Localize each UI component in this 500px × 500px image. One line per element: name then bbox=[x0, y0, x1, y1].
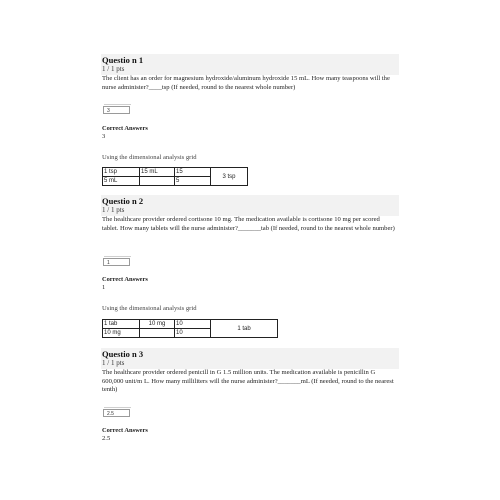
grid-cell: 15 bbox=[175, 168, 211, 177]
question-1-dimensional-grid bbox=[102, 167, 248, 186]
question-2-answer-field[interactable]: 1 bbox=[103, 258, 130, 266]
question-3-correct-label: Correct Answers bbox=[102, 427, 148, 434]
grid-cell: 1 tab bbox=[103, 320, 140, 329]
question-2-text: The healthcare provider ordered cortisone 10 mg. The medication available is cortisone 10 mg per scored tablet. How many tablets will the nurse administer?_______tab (If needed, round to the nearest whole number) bbox=[102, 216, 395, 232]
question-3-points: 1 / 1 pts bbox=[102, 359, 125, 367]
grid-cell bbox=[140, 177, 175, 186]
question-3-correct-value: 2.5 bbox=[102, 435, 111, 442]
question-2 bbox=[101, 195, 399, 233]
question-2-grid-caption: Using the dimensional analysis grid bbox=[102, 305, 197, 312]
question-3-header bbox=[101, 348, 399, 369]
question-1-text: The client has an order for magnesium hydroxide/aluminum hydroxide 15 mL. How many teaspoons will the nurse administer?____tsp (If needed, round to the nearest whole number) bbox=[102, 75, 390, 91]
question-2-correct-label: Correct Answers bbox=[102, 276, 148, 283]
grid-cell: 10 mg bbox=[140, 320, 175, 329]
grid-cell: 5 mL bbox=[103, 177, 140, 186]
question-3-answer-field[interactable]: 2.5 bbox=[103, 409, 130, 417]
question-2-title: Questio n 2 bbox=[102, 196, 144, 206]
question-3-title: Questio n 3 bbox=[102, 349, 144, 359]
grid-cell: 5 bbox=[175, 177, 211, 186]
grid-row bbox=[103, 320, 278, 329]
grid-row bbox=[103, 168, 248, 177]
grid-cell: 10 bbox=[175, 320, 211, 329]
question-1-header bbox=[101, 54, 399, 75]
question-2-dimensional-grid bbox=[102, 319, 278, 338]
question-2-header bbox=[101, 195, 399, 216]
grid-cell: 15 mL bbox=[140, 168, 175, 177]
grid-cell bbox=[140, 329, 175, 338]
grid-cell: 10 bbox=[175, 329, 211, 338]
question-1 bbox=[101, 54, 399, 92]
question-1-grid-caption: Using the dimensional analysis grid bbox=[102, 154, 197, 161]
question-2-correct-value: 1 bbox=[102, 284, 106, 291]
question-1-title: Questio n 1 bbox=[102, 55, 144, 65]
grid-result-cell: 1 tab bbox=[211, 320, 278, 338]
question-3 bbox=[101, 348, 399, 395]
question-2-points: 1 / 1 pts bbox=[102, 206, 125, 214]
question-1-correct-value: 3 bbox=[102, 133, 106, 140]
question-3-text: The healthcare provider ordered penicill in G 1.5 million units. The medication available is penicillin G 600,000 unit/m L. How many milliliters will the nurse administer?_______mL (If needed, round to the nearest tenth) bbox=[102, 369, 394, 394]
grid-cell: 10 mg bbox=[103, 329, 140, 338]
grid-cell: 1 tsp bbox=[103, 168, 140, 177]
question-1-answer-field[interactable]: 3 bbox=[103, 106, 130, 114]
question-1-points: 1 / 1 pts bbox=[102, 65, 125, 73]
grid-result-cell: 3 tsp bbox=[211, 168, 248, 186]
question-1-correct-label: Correct Answers bbox=[102, 125, 148, 132]
